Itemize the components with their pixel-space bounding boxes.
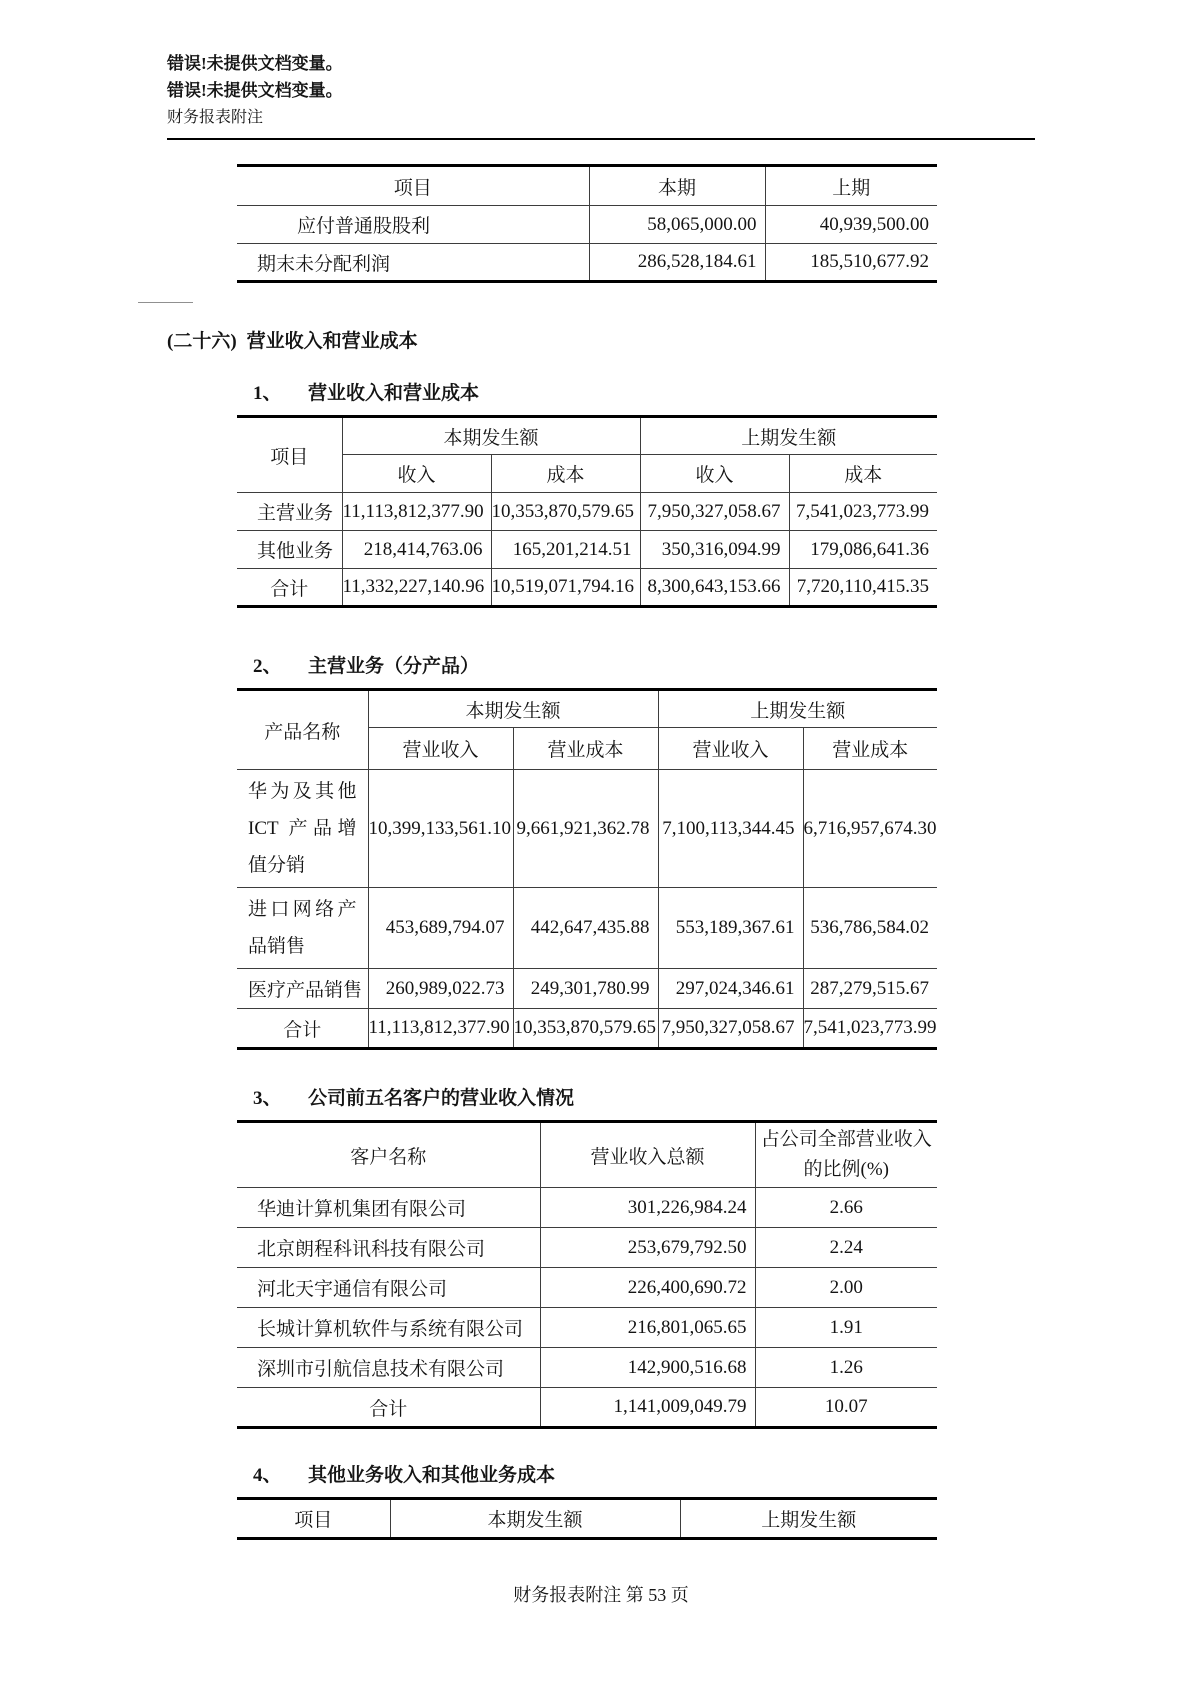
subsection-heading-1 bbox=[237, 381, 1200, 407]
table-row bbox=[237, 888, 937, 969]
value-cell: 179,086,641.36 bbox=[789, 531, 937, 569]
value-cell: 2.24 bbox=[755, 1228, 937, 1268]
value-cell: 7,541,023,773.99 bbox=[789, 493, 937, 531]
top-five-customers-table bbox=[237, 1120, 937, 1429]
value-cell: 536,786,584.02 bbox=[803, 888, 937, 969]
value-cell: 6,716,957,674.30 bbox=[803, 770, 937, 888]
row-label: 合计 bbox=[237, 1388, 540, 1428]
row-label: 主营业务 bbox=[237, 493, 342, 531]
value-cell: 2.66 bbox=[755, 1188, 937, 1228]
table-row bbox=[237, 1268, 937, 1308]
value-cell: 10,353,870,579.65 bbox=[491, 493, 640, 531]
footnote-separator bbox=[138, 302, 193, 303]
subsection-heading-3 bbox=[237, 1086, 1200, 1112]
column-header: 产品名称 bbox=[237, 690, 368, 770]
subsection-number: 1、 bbox=[253, 383, 282, 404]
value-cell: 142,900,516.68 bbox=[540, 1348, 755, 1388]
row-label: 深圳市引航信息技术有限公司 bbox=[237, 1348, 540, 1388]
value-cell: 10.07 bbox=[824, 1396, 868, 1417]
column-header: 上期 bbox=[765, 166, 937, 206]
page-footer: 财务报表附注 第 53 页 bbox=[513, 1585, 689, 1605]
table-row bbox=[237, 244, 937, 282]
subsection-number: 2、 bbox=[253, 656, 282, 677]
row-label: 华为及其他 ICT 产品增值分销 bbox=[237, 770, 368, 888]
doc-header bbox=[0, 0, 1200, 140]
value-cell: 1.26 bbox=[755, 1348, 937, 1388]
row-label: 合计 bbox=[237, 569, 342, 607]
column-header: 项目 bbox=[237, 166, 589, 206]
column-header: 营业成本 bbox=[513, 728, 658, 770]
column-header: 营业收入 bbox=[658, 728, 803, 770]
table-row bbox=[237, 1188, 937, 1228]
column-header: 营业收入总额 bbox=[540, 1122, 755, 1188]
value-cell: 7,541,023,773.99 bbox=[803, 1017, 937, 1038]
row-label: 北京朗程科讯科技有限公司 bbox=[237, 1228, 540, 1268]
table-row bbox=[237, 531, 937, 569]
value-cell: 350,316,094.99 bbox=[640, 531, 789, 569]
row-label: 其他业务 bbox=[237, 531, 342, 569]
row-label: 河北天宇通信有限公司 bbox=[237, 1268, 540, 1308]
value-cell: 287,279,515.67 bbox=[803, 969, 937, 1009]
value-cell: 11,113,812,377.90 bbox=[342, 493, 491, 531]
value-cell: 1.91 bbox=[755, 1308, 937, 1348]
column-header: 收入 bbox=[342, 455, 491, 493]
column-header: 客户名称 bbox=[237, 1122, 540, 1188]
table-row bbox=[237, 770, 937, 888]
column-header: 本期 bbox=[589, 166, 765, 206]
column-header: 上期发生额 bbox=[640, 417, 937, 455]
table-header-row bbox=[237, 1499, 937, 1539]
row-label: 进口网络产品销售 bbox=[237, 888, 368, 969]
value-cell: 260,989,022.73 bbox=[368, 969, 513, 1009]
table-row bbox=[237, 206, 937, 244]
header-divider bbox=[167, 138, 1035, 140]
table-row bbox=[237, 1348, 937, 1388]
revenue-cost-table bbox=[237, 415, 937, 608]
value-cell: 7,950,327,058.67 bbox=[658, 1009, 803, 1049]
other-business-table bbox=[237, 1497, 937, 1540]
column-header: 项目 bbox=[237, 417, 342, 493]
column-header: 项目 bbox=[237, 1499, 390, 1539]
subsection-heading-2 bbox=[237, 654, 1200, 680]
column-header: 成本 bbox=[789, 455, 937, 493]
column-header: 营业成本 bbox=[803, 728, 937, 770]
doc-error-line-2: 错误!未提供文档变量。 bbox=[167, 81, 343, 100]
column-header: 上期发生额 bbox=[658, 690, 937, 728]
table-row bbox=[237, 969, 937, 1009]
value-cell: 286,528,184.61 bbox=[589, 244, 765, 282]
value-cell: 9,661,921,362.78 bbox=[513, 770, 658, 888]
value-cell: 165,201,214.51 bbox=[491, 531, 640, 569]
value-cell: 7,720,110,415.35 bbox=[796, 576, 930, 597]
doc-subtitle: 财务报表附注 bbox=[167, 109, 264, 126]
column-header: 本期发生额 bbox=[342, 417, 640, 455]
value-cell: 8,300,643,153.66 bbox=[640, 569, 789, 607]
value-cell: 11,113,812,377.90 bbox=[368, 1009, 513, 1049]
value-cell: 453,689,794.07 bbox=[368, 888, 513, 969]
table-row bbox=[237, 493, 937, 531]
table-row bbox=[237, 1308, 937, 1348]
value-cell: 226,400,690.72 bbox=[540, 1268, 755, 1308]
value-cell: 1,141,009,049.79 bbox=[540, 1388, 755, 1428]
row-label: 期末未分配利润 bbox=[237, 244, 589, 282]
value-cell: 58,065,000.00 bbox=[589, 206, 765, 244]
value-cell: 218,414,763.06 bbox=[342, 531, 491, 569]
value-cell: 7,100,113,344.45 bbox=[658, 770, 803, 888]
value-cell: 553,189,367.61 bbox=[658, 888, 803, 969]
value-cell: 185,510,677.92 bbox=[810, 251, 929, 272]
row-label: 医疗产品销售 bbox=[237, 969, 368, 1009]
subsection-number: 4、 bbox=[253, 1465, 282, 1486]
section-title: 营业收入和营业成本 bbox=[246, 331, 418, 352]
column-header: 成本 bbox=[491, 455, 640, 493]
column-header: 本期发生额 bbox=[390, 1499, 680, 1539]
column-header: 收入 bbox=[640, 455, 789, 493]
total-row bbox=[237, 569, 937, 607]
subsection-title: 其他业务收入和其他业务成本 bbox=[308, 1465, 556, 1486]
subsection-heading-4 bbox=[237, 1463, 1200, 1489]
value-cell: 301,226,984.24 bbox=[540, 1188, 755, 1228]
value-cell: 11,332,227,140.96 bbox=[342, 569, 491, 607]
subsection-title: 主营业务（分产品） bbox=[308, 656, 480, 677]
subsection-title: 营业收入和营业成本 bbox=[308, 383, 480, 404]
total-row bbox=[237, 1009, 937, 1049]
column-header bbox=[755, 1122, 937, 1188]
value-cell: 10,399,133,561.10 bbox=[368, 770, 513, 888]
row-label: 长城计算机软件与系统有限公司 bbox=[237, 1308, 540, 1348]
table-header-row bbox=[237, 1122, 937, 1188]
column-header: 上期发生额 bbox=[761, 1510, 857, 1531]
column-header: 营业收入 bbox=[368, 728, 513, 770]
dividends-table bbox=[237, 164, 937, 283]
table-header-row bbox=[237, 690, 937, 728]
section-heading bbox=[167, 329, 1200, 355]
table-header-row bbox=[237, 455, 937, 493]
main-business-by-product-table bbox=[237, 688, 937, 1050]
doc-error-line-1: 错误!未提供文档变量。 bbox=[167, 54, 343, 73]
row-label: 应付普通股股利 bbox=[237, 206, 589, 244]
table-header-row bbox=[237, 166, 937, 206]
column-header: 本期发生额 bbox=[368, 690, 658, 728]
value-cell: 253,679,792.50 bbox=[540, 1228, 755, 1268]
row-label: 合计 bbox=[237, 1009, 368, 1049]
section-number: (二十六) bbox=[167, 331, 237, 352]
table-header-row bbox=[237, 417, 937, 455]
subsection-number: 3、 bbox=[253, 1088, 282, 1109]
value-cell: 442,647,435.88 bbox=[513, 888, 658, 969]
value-cell: 297,024,346.61 bbox=[658, 969, 803, 1009]
value-cell: 216,801,065.65 bbox=[540, 1308, 755, 1348]
total-row bbox=[237, 1388, 937, 1428]
value-cell: 7,950,327,058.67 bbox=[640, 493, 789, 531]
value-cell: 2.00 bbox=[755, 1268, 937, 1308]
subsection-title: 公司前五名客户的营业收入情况 bbox=[308, 1088, 575, 1109]
column-header-line: 占公司全部营业收入 bbox=[760, 1129, 932, 1150]
value-cell: 40,939,500.00 bbox=[765, 206, 937, 244]
value-cell: 249,301,780.99 bbox=[513, 969, 658, 1009]
value-cell: 10,519,071,794.16 bbox=[491, 569, 640, 607]
row-label: 华迪计算机集团有限公司 bbox=[237, 1188, 540, 1228]
column-header-line: 的比例(%) bbox=[803, 1159, 889, 1180]
table-row bbox=[237, 1228, 937, 1268]
value-cell: 10,353,870,579.65 bbox=[513, 1009, 658, 1049]
